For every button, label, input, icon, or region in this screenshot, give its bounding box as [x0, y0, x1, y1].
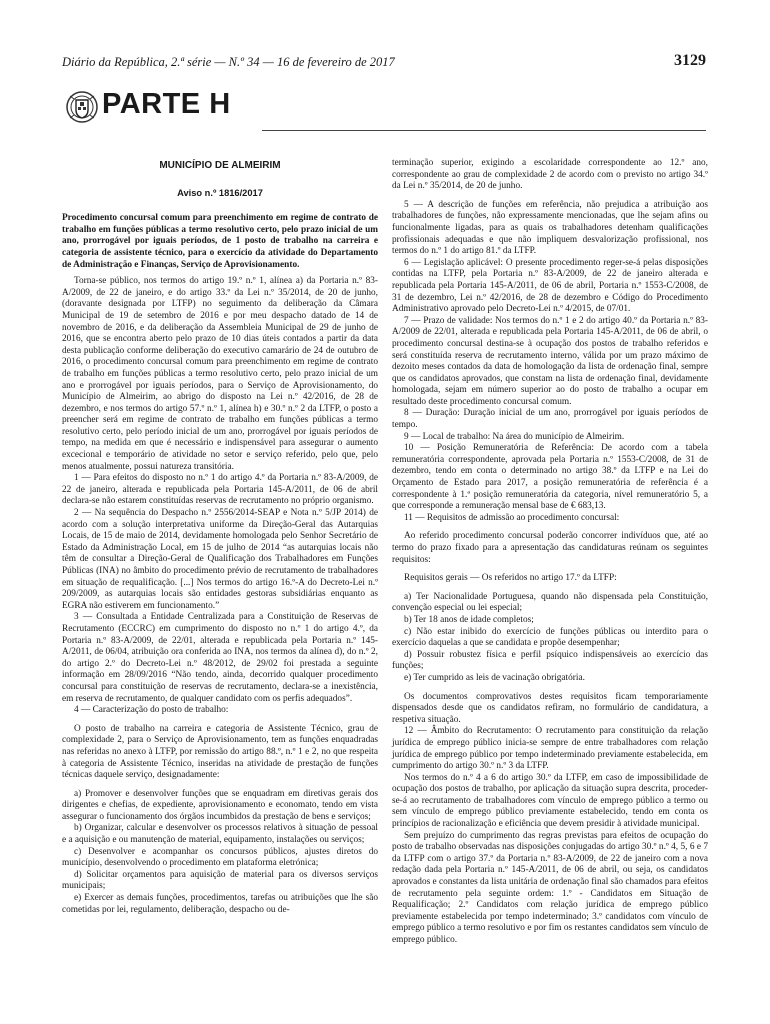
paragraph: O posto de trabalho na carreira e categoria de Assistente Técnico, grau de complexidade 2, para o Serviço de Aprovisionamento, tem as funções enquadradas nas referidas no anexo à LTFP, por remissão do artigo 88.º, n.º 1 e 2, no que respeita à categoria de Assistente Técnico, inseridas na atividade de prestação de funções técnicas daquele serviço, designadamente: — [62, 723, 378, 781]
paragraph: Nos termos do n.º 4 a 6 do artigo 30.º da LTFP, em caso de impossibilidade de ocupação dos postos de trabalho, por aplicação da situação supra descrita, proceder-se-á ao recrutamento de trabalhadores com vínculo de emprego público a termo ou sem vínculo de emprego público previamente estabelecido, tendo em conta os princípios de racionalização e eficiência que devem presidir à atividade municipal. — [392, 772, 708, 830]
paragraph: 11 — Requisitos de admissão ao procedimento concursal: — [404, 512, 620, 523]
list-item: a) Ter Nacionalidade Portuguesa, quando não dispensada pela Constituição, convenção especial ou lei especial; — [392, 591, 708, 614]
list-item: d) Solicitar orçamentos para aquisição de material para os diversos serviços municipais; — [62, 869, 378, 892]
paragraph: terminação superior, exigindo a escolaridade correspondente ao 12.º ano, correspondente ao grau de complexidade 2 de acordo com o previsto no artigo 34.º da Lei n.º 35/2014, de 20 de junho. — [392, 158, 708, 192]
paragraph: 1 — Para efeitos do disposto no n.º 1 do artigo 4.º da Portaria n.º 83-A/2009, de 22 de janeiro, alterada e republicada pela Portaria 145-A/2011, de 06 de abril declara-se não estarem constituídas reservas de recrutamento no próprio organismo. — [62, 473, 378, 507]
list-item: c) Não estar inibido do exercício de funções públicas ou interdito para o exercício daquelas a que se candidata e propõe desempenhar; — [392, 626, 708, 649]
list-item: d) Possuir robustez física e perfil psíquico indispensáveis ao exercício das funções; — [392, 649, 708, 672]
notice-number: Aviso n.º 1816/2017 — [177, 187, 263, 198]
paragraph: 12 — Âmbito do Recrutamento: O recrutamento para constituição da relação jurídica de emprego público inicia-se sempre de entre trabalhadores com relação jurídica de emprego público por tempo indeterminado previamente estabelecida, em cumprimento do artigo 30.º n.º 3 da LTFP. — [392, 726, 708, 772]
paragraph: Sem prejuízo do cumprimento das regras previstas para efeitos de ocupação do posto de trabalho observadas nas disposições conjugadas do artigo 30.º n.º 4, 5, 6 e 7 da LTFP com o artigo 37.º da Portaria n.º 83-A/2009, de 22 de janeiro com a nova redação dada pela Portaria n.º 145-A/2011, de 06 de abril, ou seja, os candidatos aprovados e constantes da lista unitária de ordenação final são chamados para efeitos de recrutamento pela seguinte ordem: 1.º - Candidatos em Situação de Requalificação; 2.º Candidatos com relação jurídica de emprego público previamente estabelecida por tempo indeterminado; 3.º candidatos com vínculo de emprego público a termo resolutivo e por fim os restantes candidatos sem vínculo de emprego público. — [392, 830, 708, 945]
list-item: c) Desenvolver e acompanhar os concursos públicos, ajustes diretos do município, desenvolvendo o procedimento em plataforma eletrónica; — [62, 846, 378, 869]
list-item: a) Promover e desenvolver funções que se enquadram em diretivas gerais dos dirigentes e chefias, de expediente, aprovisionamento e economato, tendo em vista assegurar o funcionamento dos órgãos incumbidos da prestação de bens e serviços; — [62, 788, 378, 822]
paragraph: 6 — Legislação aplicável: O presente procedimento reger-se-á pelas disposições contidas na LTFP, pela Portaria n.º 83-A/2009, de 22 de janeiro alterada e republicada pela Portaria 145-A/2011, de 06 de abril, Portaria n.º 1553-C/2008, de 31 de dezembro, Lei n.º 42/2016, de 28 de dezembro e Código do Procedimento Administrativo aprovado pelo Decreto-Lei n.º 4/2015, de 07/01. — [392, 257, 708, 315]
paragraph: Os documentos comprovativos destes requisitos ficam temporariamente dispensados desde que os candidatos refiram, no formulário de candidatura, a respetiva situação. — [392, 691, 708, 725]
list-item: e) Exercer as demais funções, procedimentos, tarefas ou atribuições que lhe são cometidas por lei, regulamento, deliberação, despacho ou de- — [62, 893, 378, 915]
right-column — [392, 158, 708, 947]
paragraph: 5 — A descrição de funções em referência, não prejudica a atribuição aos trabalhadores de funções, não expressamente mencionadas, que lhe sejam afins ou funcionalmente ligadas, para as quais os trabalhadores detenham qualificações profissionais adequadas e que não impliquem desvalorização profissional, nos termos do n.º 1 do artigo 81.º da LTFP. — [392, 199, 708, 257]
paragraph: 2 — Na sequência do Despacho n.º 2556/2014-SEAP e Nota n.º 5/JP 2014) de acordo com a solução interpretativa uniforme da Direção-Geral das Autarquias Locais, de 15 de maio de 2014, devidamente homologada pelo Senhor Secretário de Estado da Administração Local, em 15 de julho de 2014 “as autarquias locais não têm de consultar a Direção-Geral de Qualificação dos Trabalhadores em Funções Públicas (INA) no âmbito do procedimento prévio de recrutamento de trabalhadores em situação de requalificação. [...] Nos termos do artigo 16.º-A do Decreto-Lei n.º 209/2009, as autarquias locais são entidades gestoras subsidiárias enquanto as EGRA não estiverem em funcionamento.” — [62, 508, 378, 611]
paragraph: 9 — Local de trabalho: Na área do município de Almeirim. — [404, 431, 625, 442]
heading-rule — [262, 130, 706, 131]
paragraph: 3 — Consultada a Entidade Centralizada para a Constituição de Reservas de Recrutamento (ECCRC) em cumprimento do disposto no n.º 1 do artigo 4.º, da Portaria n.º 83-A/2009, de 22/01, alterada e republicada pela Portaria n.º 145-A/2011, de 06/04, atribuição ora conferida ao INA, nos termos da alínea d), do n.º 2, do artigo 2.º do Decreto-Lei n.º 48/2012, de 29/02 foi prestada a seguinte informação em 28/09/2016 “Não tendo, ainda, decorrido qualquer procedimento concursal para constituição de reservas de recrutamento, declara-se a inexistência, em reserva de recrutamento, de qualquer candidato com os perfis adequados”. — [62, 612, 378, 704]
page-number: 3129 — [674, 52, 706, 69]
paragraph: 8 — Duração: Duração inicial de um ano, prorrogável por iguais períodos de tempo. — [392, 408, 708, 431]
municipality-title: MUNICÍPIO DE ALMEIRIM — [159, 160, 281, 171]
paragraph: Torna-se público, nos termos do artigo 19.º n.º 1, alínea a) da Portaria n.º 83-A/2009, de 22 de janeiro, e do artigo 33.º da Lei n.º 35/2014, de 20 de junho, (doravante designada por LTFP) no seguimento da deliberação da Câmara Municipal de 19 de setembro de 2016 e por meu despacho datado de 14 de novembro de 2016, e da deliberação da Assembleia Municipal de 29 de junho de 2016, que se encontra aberto pelo prazo de 10 dias úteis contados a partir da data desta publicação conforme deliberação do executivo camarário de 24 de outubro de 2016, o procedimento concursal comum para preenchimento em regime de contrato de trabalho em funções públicas a termo resolutivo certo, pelo prazo inicial de um ano e prorrogável por iguais períodos, para o Serviço de Aprovisionamento, do Município de Almeirim, ao abrigo do disposto na Lei n.º 42/2016, de 28 de dezembro, e nos termos do artigo 57.º n.º 1, alínea h) e 30.º n.º 2 da LTFP, o posto a preencher será em regime de contrato de trabalho em funções públicas a termo resolutivo certo, pelo período inicial de um ano, prorrogável por iguais períodos de tempo, na medida em que é necessário e indispensável para assegurar o aumento excecional e temporário de atividade no setor e serviço referido, pelo que, pelo menos atualmente, possui natureza transitória. — [62, 276, 378, 472]
part-heading — [62, 86, 706, 136]
procedure-heading: Procedimento concursal comum para preenchimento em regime de contrato de trabalho em funções públicas a termo resolutivo certo, pelo prazo inicial de um ano, prorrogável por iguais períodos, de 1 posto de trabalho na carreira e categoria de assistente técnico, para o exercício da atividade do Departamento de Administração e Finanças, Serviço de Aprovisionamento. — [62, 213, 378, 270]
paragraph: Requisitos gerais — Os referidos no artigo 17.º da LTFP: — [404, 573, 617, 584]
list-item: e) Ter cumprido as leis de vacinação obrigatória. — [404, 672, 585, 683]
page-header — [62, 52, 706, 74]
left-column — [62, 158, 378, 916]
paragraph: 4 — Caracterização do posto de trabalho: — [74, 705, 229, 716]
paragraph: 7 — Prazo de validade: Nos termos do n.º 1 e 2 do artigo 40.º da Portaria n.º 83-A/2009 de 22/01, alterada e republicada pela Portaria 145-A/2011, de 06 de abril, o procedimento concursal destina-se à ocupação dos postos de trabalho referidos e será constituída reserva de recrutamento interno, válida por um prazo máximo de dezoito meses contados da data de homologação da lista de ordenação final, sempre que os candidatos aprovados, que constam na lista de ordenação final, devidamente homologada, sejam em número superior ao do posto de trabalho a ocupar em resultado deste procedimento concursal comum. — [392, 315, 708, 407]
list-item: b) Organizar, calcular e desenvolver os processos relativos à situação de pessoal e a aquisição e ou manutenção de material, equipamento, instalações ou serviços; — [62, 823, 378, 846]
coat-of-arms-icon — [62, 86, 102, 128]
list-item: b) Ter 18 anos de idade completos; — [404, 614, 534, 625]
paragraph: Ao referido procedimento concursal poderão concorrer indivíduos que, até ao termo do prazo fixado para a apresentação das candidaturas reúnam os seguintes requisitos: — [392, 531, 708, 565]
journal-title: Diário da República, 2.ª série — N.º 34 — 16 de fevereiro de 2017 — [62, 55, 395, 69]
part-title: PARTE H — [102, 88, 231, 120]
paragraph: 10 — Posição Remuneratória de Referência: De acordo com a tabela remuneratória correspondente, aprovada pela Portaria n.º 1553-C/2008, de 31 de dezembro, tendo em conta o determinado no artigo 38.º da LTFP e na Lei do Orçamento de Estado para 2017, a posição remuneratória de referência é a correspondente à 1.ª posição remuneratória da categoria, nível remuneratório 5, a que corresponde a remuneração mensal base de € 683,13. — [392, 443, 708, 512]
